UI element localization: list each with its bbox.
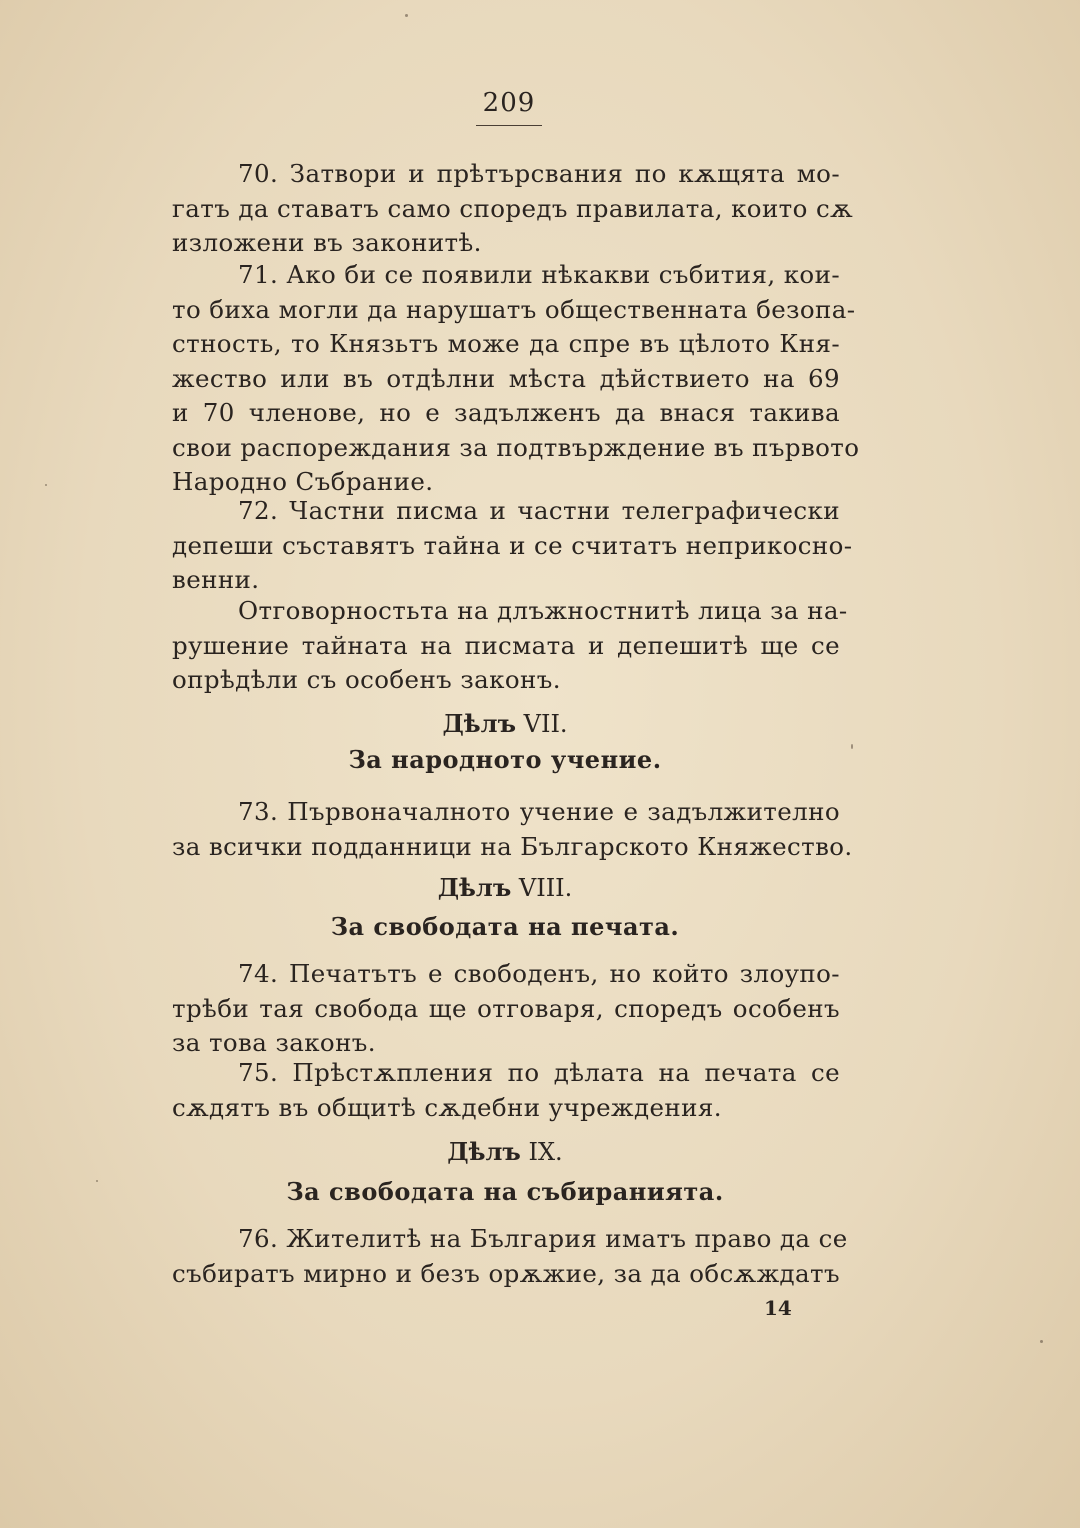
- article-70: [172, 157, 854, 261]
- section-9-numeral: IX.: [528, 1138, 563, 1166]
- article-76-line: 76. Жителитѣ на България иматъ право да се: [238, 1224, 848, 1253]
- article-71: [172, 258, 860, 500]
- article-70-line: гатъ да ставатъ само споредъ правилата, които сѫ: [172, 193, 854, 223]
- article-71-line: стность, то Князьтъ може да спре въ цѣлото Кня-: [172, 329, 840, 358]
- paper-speck: [851, 744, 853, 749]
- section-7-title: [0, 709, 1010, 738]
- article-73-line: за всички подданници на Българското Княжество.: [172, 831, 853, 861]
- section-8-heading: За свободата на печата.: [330, 912, 680, 941]
- article-76-line: събиратъ мирно и безъ орѫжие, за да обсѫждатъ: [172, 1258, 840, 1288]
- section-9-heading: За свободата на събиранията.: [286, 1177, 724, 1206]
- article-71-line: свои распореждания за подтвърждение въ първото: [172, 432, 860, 462]
- article-71-line: то биха могли да нарушатъ общественната безопа-: [172, 294, 856, 324]
- signature-mark: 14: [764, 1296, 792, 1320]
- article-72-line: депеши съставятъ тайна и се считатъ неприкосно-: [172, 530, 853, 560]
- paper-speck: [1040, 1340, 1043, 1343]
- paper-speck: [405, 14, 408, 17]
- article-74: [172, 957, 840, 1061]
- article-73: [172, 795, 853, 864]
- article-72-paragraph-2: [172, 594, 848, 698]
- article-74-line: за това законъ.: [172, 1028, 376, 1057]
- section-8-title: [0, 873, 1010, 902]
- article-72b-line: опрѣдѣли съ особенъ законъ.: [172, 665, 561, 694]
- section-7-numeral: VII.: [523, 710, 568, 738]
- article-75-line: сѫдятъ въ общитѣ сѫдебни учреждения.: [172, 1092, 722, 1122]
- article-74-line: трѣби тая свобода ще отговаря, споредъ особенъ: [172, 993, 840, 1023]
- article-76: [172, 1222, 848, 1291]
- section-9-label: Дѣлъ: [447, 1137, 521, 1166]
- section-7-heading: За народното учение.: [348, 745, 662, 774]
- section-8-numeral: VIII.: [518, 874, 573, 902]
- section-9-title: [0, 1137, 1010, 1166]
- article-71-line: Народно Събрание.: [172, 467, 434, 496]
- section-7-label: Дѣлъ: [442, 709, 516, 738]
- article-75-line: 75. Прѣстѫпления по дѣлата на печата се: [238, 1058, 840, 1087]
- article-71-line: и 70 членове, но е задълженъ да внася такива: [172, 398, 840, 427]
- article-70-line: изложени въ законитѣ.: [172, 228, 482, 257]
- article-72-line: 72. Частни писма и частни телеграфически: [238, 496, 840, 525]
- article-72b-line: Отговорностьта на длъжностнитѣ лица за на-: [238, 596, 848, 625]
- page-number: 209: [482, 88, 536, 118]
- section-8-label: Дѣлъ: [437, 873, 512, 902]
- article-72b-line: рушение тайната на писмата и депешитѣ ще се: [172, 630, 840, 660]
- article-73-line: 73. Първоначалното учение е задължително: [238, 797, 840, 826]
- article-74-line: 74. Печатътъ е свободенъ, но който злоупо-: [238, 959, 840, 988]
- article-72-line: венни.: [172, 565, 260, 594]
- article-75: [172, 1056, 840, 1125]
- article-72: [172, 494, 853, 598]
- article-71-line: жество или въ отдѣлни мѣста дѣйствието на 69: [172, 363, 840, 393]
- article-71-line: 71. Ако би се появили нѣкакви събития, кои-: [238, 260, 840, 289]
- paper-speck: [45, 484, 47, 486]
- paper-speck: [96, 1180, 98, 1182]
- page-number-rule: [476, 125, 542, 126]
- article-70-line: 70. Затвори и прѣтърсвания по кѫщята мо-: [238, 159, 840, 188]
